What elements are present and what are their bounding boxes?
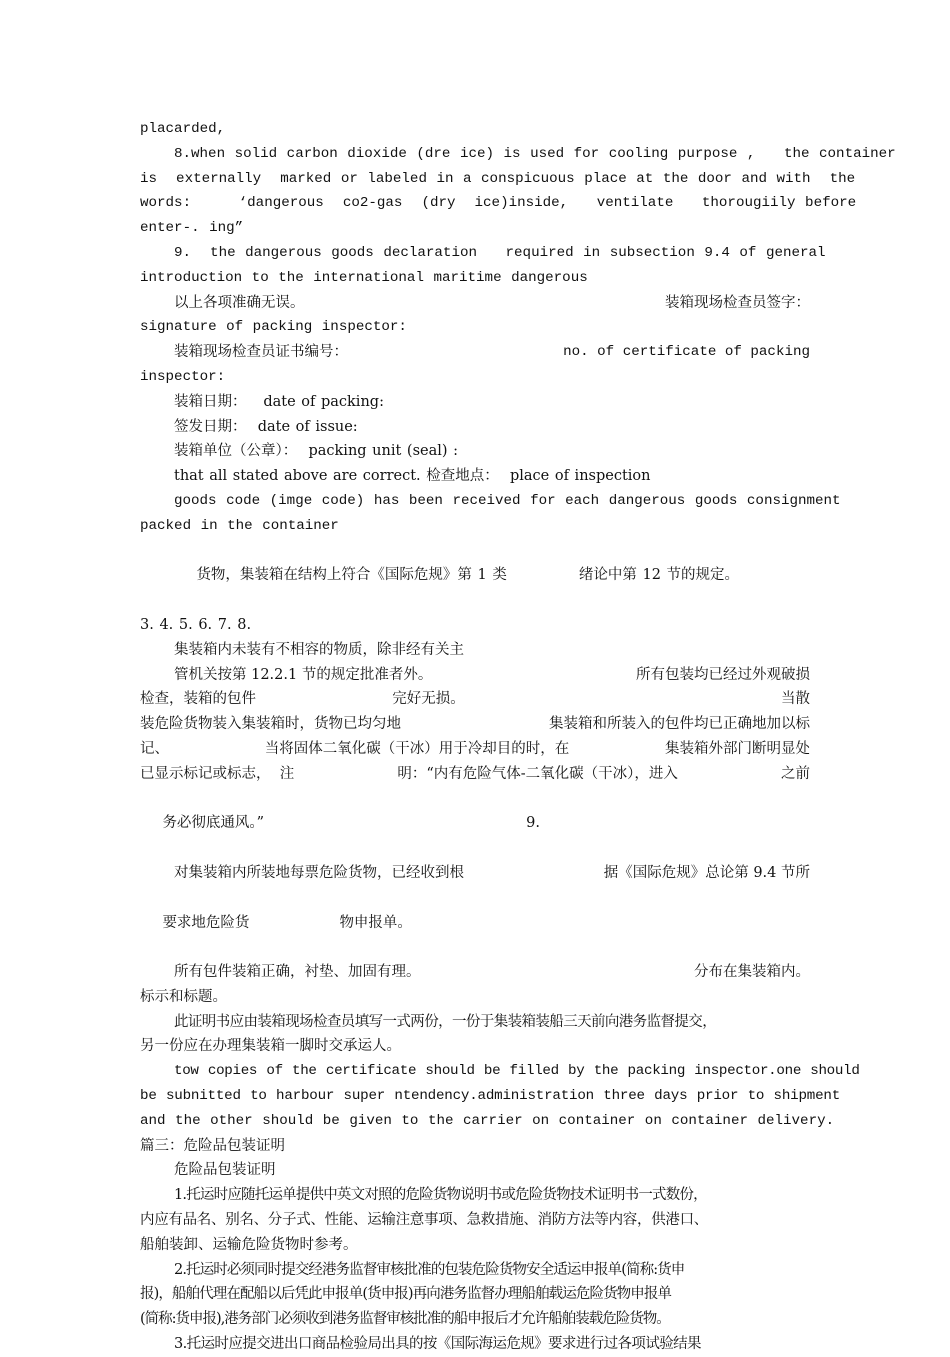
text-fragment: 检查，装箱的包件 <box>140 691 256 708</box>
text-line: 标示和标题。 <box>140 988 227 1005</box>
text-fragment: 分布在集装箱内。 <box>694 964 810 981</box>
text-fragment: 已显示标记或标志， 注 <box>140 765 295 782</box>
text-line <box>140 737 810 762</box>
text-line: words: ‘dangerous co2-gas (dry ice)inside, ventilate thorougiily before <box>140 195 857 212</box>
text-line: is externally marked or labeled in a conspicuous place at the door and with the <box>140 170 856 187</box>
text-line <box>140 291 810 316</box>
text-line <box>140 663 810 688</box>
text-line: inspector: <box>140 368 226 385</box>
text-line: 内应有品名、别名、分子式、性能、运输注意事项、急救措施、消防方法等内容，供港口、 <box>140 1212 708 1229</box>
text-line: be subnitted to harbour super ntendency.administration three days prior to shipment <box>140 1088 841 1105</box>
text-line <box>140 960 810 985</box>
text-line: 集装箱内未装有不相容的物质，除非经有关主 <box>174 641 464 658</box>
text-fragment: 物申报单。 <box>339 914 412 931</box>
text-fragment: 记、 <box>140 740 169 757</box>
text-line: 3.托运时应提交进出口商品检验局出具的按《国际海运危规》要求进行过各项试验结果 <box>174 1336 701 1353</box>
text-fragment: no. of certificate of packing <box>563 344 810 361</box>
text-line: goods code (imge code) has been received for each dangerous goods consignment <box>174 492 841 509</box>
text-line: 此证明书应由装箱现场检查员填写一式两份，一份于集装箱装船三天前向港务监督提交， <box>174 1013 717 1030</box>
text-line: 另一份应在办理集装箱一脚时交承运人。 <box>140 1038 401 1055</box>
text-fragment: 管机关按第 12.2.1 节的规定批准者外。 <box>174 666 433 683</box>
text-line: tow copies of the certificate should be filled by the packing inspector.one should <box>174 1063 860 1080</box>
text-line: enter-. ing” <box>140 220 244 237</box>
text-line: 报)，船舶代理在配船以后凭此申报单(货申报)再向港务监督办理船舶载运危险货物申报单 <box>140 1286 672 1303</box>
text-fragment: 以上各项准确无误。 <box>174 294 305 311</box>
text-fragment: 货物，集装箱在结构上符合《国际危规》第 1 类 <box>196 567 507 584</box>
text-line <box>140 762 810 787</box>
text-fragment: 绪论中第 12 节的规定。 <box>578 567 740 584</box>
text-line <box>140 787 810 861</box>
text-fragment: 之前 <box>781 765 810 782</box>
text-fragment: 当将固体二氧化碳（干冰）用于冷却目的时，在 <box>264 740 570 757</box>
text-line <box>140 687 810 712</box>
text-fragment: 据《国际危规》总论第 9.4 节所 <box>603 864 810 881</box>
text-fragment: 对集装箱内所装地每票危险货物，已经收到根 <box>174 864 464 881</box>
text-line: 1.托运时应随托运单提供中英文对照的危险货物说明书或危险货物技术证明书一式数份， <box>174 1187 707 1204</box>
text-line: introduction to the international maritime dangerous <box>140 269 588 286</box>
text-line <box>140 712 810 737</box>
section-title: 危险品包装证明 <box>174 1162 276 1179</box>
text-line: 装箱日期： date of packing: <box>174 393 384 410</box>
text-line: (简称:货申报),港务部门必须收到港务监督审核批准的船申报后才允许船舶装载危险货物。 <box>140 1311 670 1328</box>
text-fragment: 务必彻底通风。” <box>162 815 265 832</box>
text-line: 9. the dangerous goods declaration required in subsection 9.4 of general <box>174 244 826 261</box>
document-page <box>140 117 896 1357</box>
text-line: 装箱单位（公章）： packing unit (seal) : <box>174 443 459 460</box>
text-line <box>140 539 810 613</box>
text-line: packed in the container <box>140 517 339 534</box>
text-line: 签发日期： date of issue: <box>174 418 358 435</box>
text-line <box>140 861 810 886</box>
text-fragment: 装危险货物装入集装箱时，货物已均匀地 <box>140 716 401 733</box>
text-fragment: 要求地危险货 <box>162 914 250 931</box>
text-fragment: 所有包装均已经过外观破损 <box>636 666 810 683</box>
text-line: that all stated above are correct. 检查地点： place of inspection <box>174 468 651 485</box>
text-fragment: 明：“内有危险气体-二氧化碳（干冰），进入 <box>397 765 678 782</box>
text-line: 3. 4. 5. 6. 7. 8. <box>140 616 252 633</box>
text-line: 8.when solid carbon dioxide (dre ice) is used for cooling purpose , the container <box>174 145 896 162</box>
text-line: 船舶装卸、运输危险货物时参考。 <box>140 1236 358 1253</box>
text-fragment: 9. <box>526 815 540 832</box>
text-line <box>140 886 810 960</box>
text-fragment: 集装箱和所装入的包件均已正确地加以标 <box>549 716 810 733</box>
text-fragment: 装箱现场检查员证书编号： <box>174 344 348 361</box>
text-line <box>140 340 810 365</box>
text-fragment: 集装箱外部门断明显处 <box>665 740 810 757</box>
text-line: 2.托运时必须同时提交经港务监督审核批准的包装危险货物安全适运申报单(简称:货申 <box>174 1261 685 1278</box>
text-line: and the other should be given to the carrier on container on container delivery. <box>140 1112 835 1129</box>
text-fragment: 当散 <box>781 691 810 708</box>
signature-label: 装箱现场检查员签字： <box>665 294 810 311</box>
text-line: placarded, <box>140 121 226 137</box>
section-heading: 篇三：危险品包装证明 <box>140 1137 285 1154</box>
text-line: signature of packing inspector: <box>140 319 407 336</box>
text-fragment: 所有包件装箱正确，衬垫、加固有理。 <box>174 964 421 981</box>
text-fragment: 完好无损。 <box>392 691 465 708</box>
